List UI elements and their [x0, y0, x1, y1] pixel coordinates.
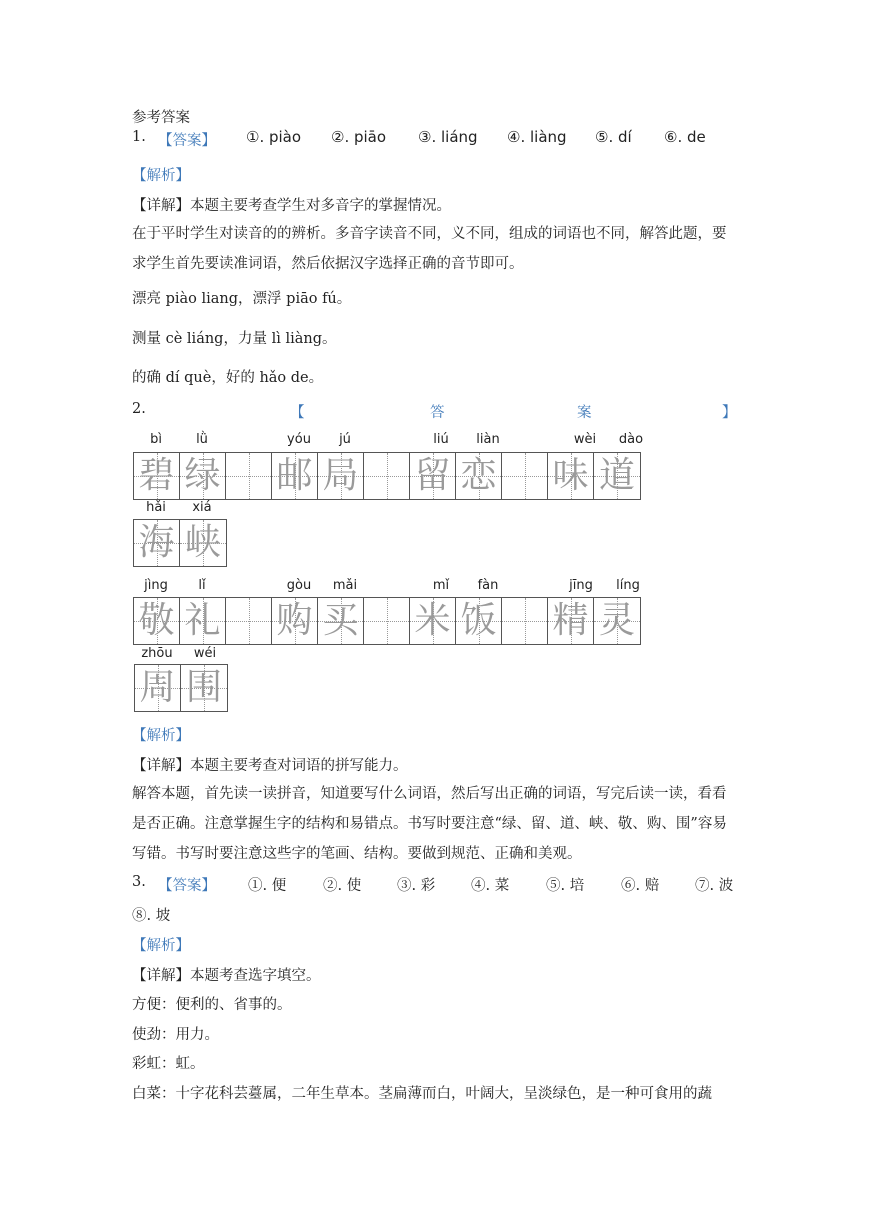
pinyin: gòu	[286, 578, 312, 593]
q1-line: 的确 dí què，好的 hǎo de。	[132, 370, 324, 386]
answer-char: 精	[552, 600, 589, 641]
grid-cell	[410, 453, 456, 499]
q3-option: ①. 便	[248, 878, 287, 894]
grid-cell-empty	[502, 453, 548, 499]
grid-cell	[180, 520, 226, 566]
q3-line: 方便：便利的、省事的。	[132, 997, 292, 1013]
answer-char: 碧	[138, 455, 175, 496]
q3-answer-tag: 【答案】	[158, 878, 216, 894]
q2-answer-char: 答	[430, 405, 445, 421]
q3-line: 彩虹：虹。	[132, 1056, 205, 1072]
grid-cell	[410, 598, 456, 644]
q3-option: ④. 菜	[471, 878, 510, 894]
answer-char: 灵	[598, 600, 635, 641]
pinyin: lǜ	[196, 432, 208, 447]
grid-cell	[594, 598, 640, 644]
grid-cell	[180, 598, 226, 644]
writing-grid-row-4	[134, 664, 228, 712]
pinyin: jīng	[569, 578, 593, 593]
grid-cell	[134, 453, 180, 499]
grid-cell	[272, 453, 318, 499]
q1-number: 1.	[132, 129, 146, 145]
q1-analysis-tag: 【解析】	[132, 168, 190, 184]
answer-char: 周	[139, 667, 176, 708]
pinyin: wéi	[193, 646, 217, 661]
pinyin: bì	[150, 432, 162, 447]
answer-char: 留	[414, 455, 451, 496]
pinyin: zhōu	[141, 646, 173, 661]
pinyin: mǐ	[432, 578, 450, 593]
writing-grid-row-2	[133, 519, 227, 567]
answer-char: 海	[138, 522, 175, 563]
q3-number: 3.	[132, 874, 146, 890]
q3-line: 使劲：用力。	[132, 1027, 219, 1043]
pinyin: hǎi	[146, 500, 166, 515]
grid-cell	[134, 520, 180, 566]
answer-char: 买	[322, 600, 359, 641]
answer-char: 敬	[138, 600, 175, 641]
q3-option: ⑥. 赔	[621, 878, 660, 894]
section-header: 参考答案	[132, 110, 190, 126]
answer-char: 道	[598, 455, 635, 496]
answer-char: 饭	[460, 600, 497, 641]
grid-cell	[135, 665, 181, 711]
answer-char: 恋	[460, 455, 497, 496]
q3-option: ⑦. 波	[695, 878, 734, 894]
q2-detail: 【详解】本题主要考查对词语的拼写能力。	[132, 758, 408, 774]
answer-char: 味	[552, 455, 589, 496]
writing-grid-row-3	[133, 597, 641, 645]
pinyin: lǐ	[198, 578, 206, 593]
pinyin: dào	[618, 432, 644, 447]
q3-option: ③. 彩	[397, 878, 436, 894]
grid-cell	[456, 598, 502, 644]
pinyin: mǎi	[332, 578, 358, 593]
answer-char: 米	[414, 600, 451, 641]
q3-line: 白菜：十字花科芸薹属，二年生草本。茎扁薄而白，叶阔大，呈淡绿色，是一种可食用的蔬	[132, 1086, 712, 1102]
grid-cell	[272, 598, 318, 644]
q1-option: ④. liàng	[507, 128, 567, 146]
grid-cell	[456, 453, 502, 499]
answer-char: 礼	[184, 600, 221, 641]
grid-cell-empty	[364, 598, 410, 644]
q3-detail: 【详解】本题考查选字填空。	[132, 968, 321, 984]
answer-char: 邮	[276, 455, 313, 496]
grid-cell-empty	[502, 598, 548, 644]
q3-option: ②. 使	[323, 878, 362, 894]
writing-grid-row-1	[133, 452, 641, 500]
q1-detail: 【详解】本题主要考查学生对多音字的掌握情况。	[132, 198, 451, 214]
grid-cell	[318, 453, 364, 499]
grid-cell	[181, 665, 227, 711]
q3-analysis-tag: 【解析】	[132, 938, 190, 954]
q2-number: 2.	[132, 401, 146, 417]
pinyin: yóu	[287, 432, 311, 447]
answer-char: 局	[322, 455, 359, 496]
grid-cell-empty	[364, 453, 410, 499]
q1-option: ⑤. dí	[595, 128, 632, 146]
grid-cell-empty	[226, 598, 272, 644]
pinyin: liàn	[476, 432, 500, 447]
pinyin: xiá	[192, 500, 212, 515]
grid-cell	[548, 453, 594, 499]
answer-char: 围	[185, 667, 222, 708]
answer-char: 绿	[184, 455, 221, 496]
q1-line: 漂亮 piào liang，漂浮 piāo fú。	[132, 291, 352, 307]
q1-option: ①. piào	[246, 128, 302, 146]
q2-paragraph: 解答本题，首先读一读拼音，知道要写什么词语，然后写出正确的词语，写完后读一读，看看是否正确。注意掌握生字的结构和易错点。书写时要注意“绿、留、道、峡、敬、购、围”容易写错。书写时要注意这些字的笔画、结构。要做到规范、正确和美观。	[132, 786, 727, 862]
pinyin: fàn	[477, 578, 499, 593]
grid-cell	[134, 598, 180, 644]
q1-option: ②. piāo	[331, 128, 387, 146]
pinyin: jú	[339, 432, 351, 447]
q1-line: 测量 cè liáng，力量 lì liàng。	[132, 331, 337, 347]
q2-answer-bracket-close: 】	[722, 405, 737, 421]
q3-option: ⑧. 坡	[132, 908, 171, 924]
q1-paragraph: 在于平时学生对读音的的辨析。多音字读音不同，义不同，组成的词语也不同，解答此题，要求学生首先要读准词语，然后依据汉字选择正确的音节即可。	[132, 226, 727, 272]
answer-char: 购	[276, 600, 313, 641]
q2-answer-char: 案	[577, 405, 592, 421]
pinyin: liú	[433, 432, 449, 447]
pinyin: wèi	[573, 432, 597, 447]
q1-option: ⑥. de	[664, 128, 706, 146]
pinyin: jìng	[144, 578, 168, 593]
pinyin: líng	[616, 578, 640, 593]
q2-answer-bracket-open: 【	[290, 405, 305, 421]
grid-cell	[180, 453, 226, 499]
grid-cell-empty	[226, 453, 272, 499]
q1-option: ③. liáng	[418, 128, 478, 146]
grid-cell	[594, 453, 640, 499]
grid-cell	[318, 598, 364, 644]
q1-answer-tag: 【答案】	[158, 133, 216, 149]
q2-analysis-tag: 【解析】	[132, 728, 190, 744]
q3-option: ⑤. 培	[546, 878, 585, 894]
answer-char: 峡	[184, 522, 221, 563]
grid-cell	[548, 598, 594, 644]
